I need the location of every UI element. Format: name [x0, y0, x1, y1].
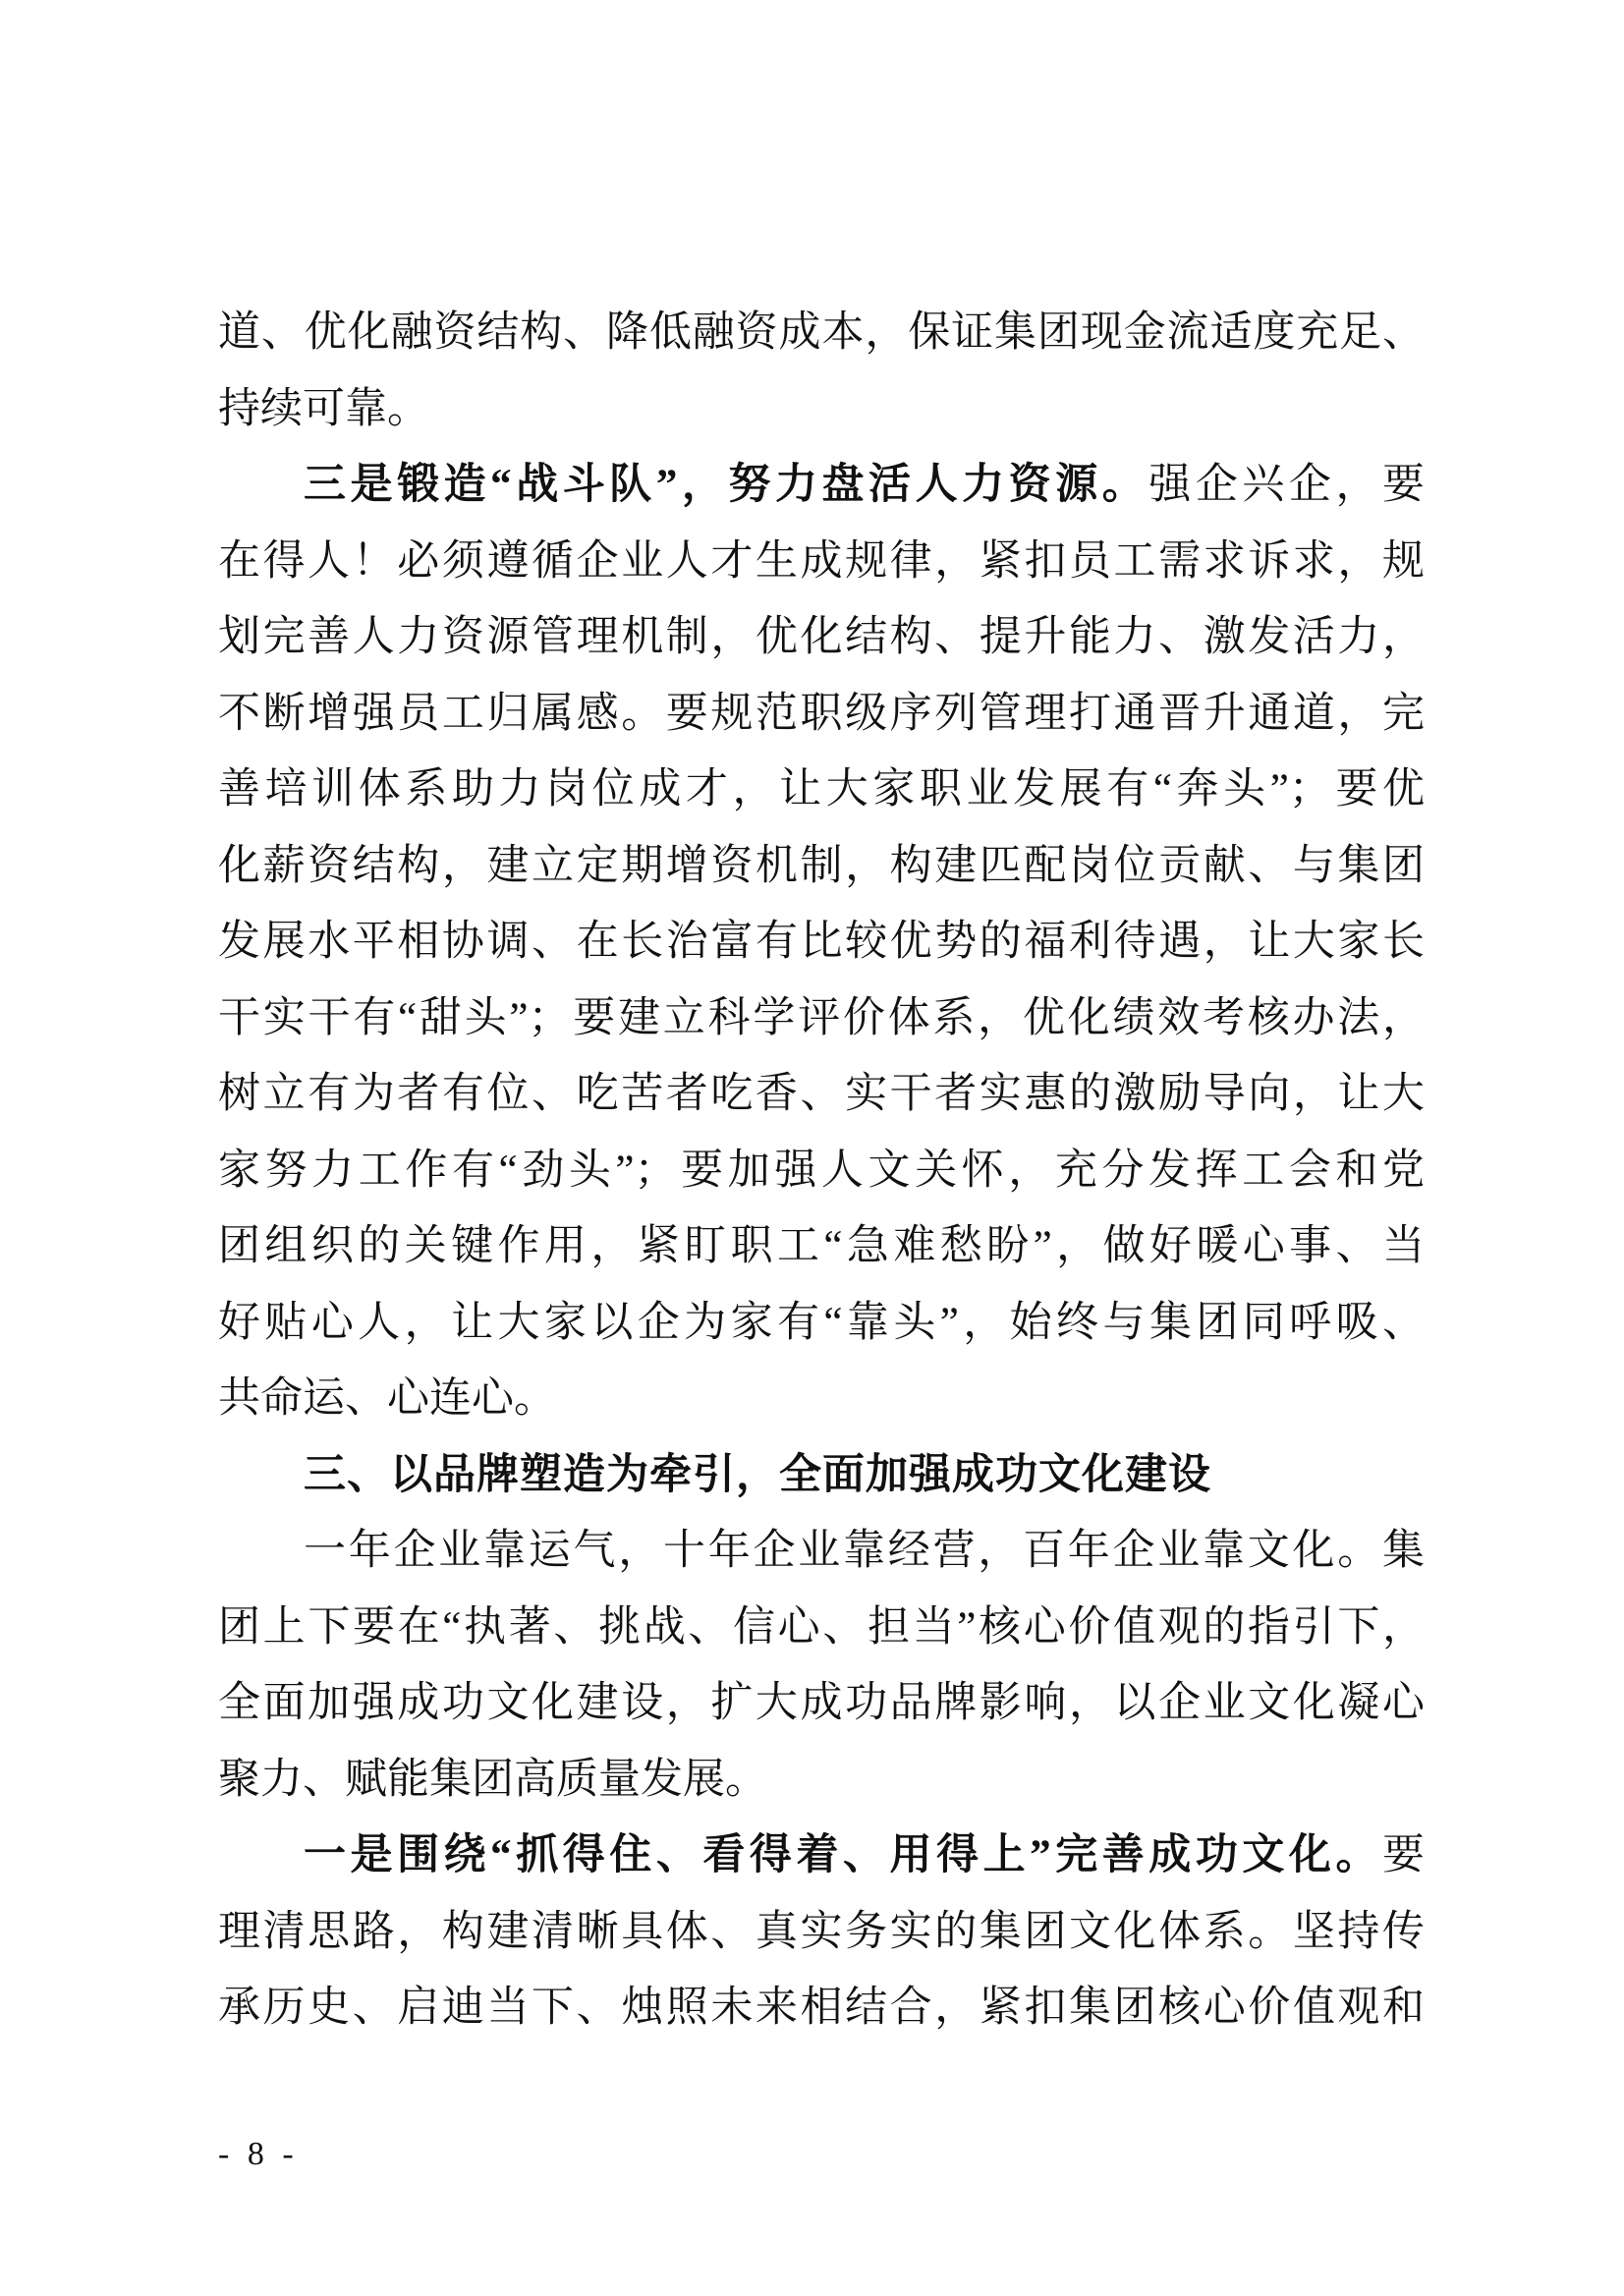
text-segment: 一年企业靠运气，十年企业靠经营，百年企业靠文化。集 — [304, 1528, 1425, 1574]
text-segment: 团上下要在“执著、挑战、信心、担当”核心价值观的指引下， — [218, 1603, 1425, 1651]
text-segment: 强企兴企，要 — [1148, 462, 1426, 508]
page-number: - 8 - — [218, 2136, 299, 2172]
text-segment: 持续可靠。 — [218, 385, 429, 432]
text-segment: 划完善人力资源管理机制，优化结构、提升能力、激发活力， — [218, 614, 1425, 660]
text-segment: 道、优化融资结构、降低融资成本，保证集团现金流适度充足、 — [218, 309, 1425, 356]
text-line — [218, 1437, 1425, 1514]
text-line — [218, 676, 1425, 753]
text-line — [218, 1208, 1425, 1285]
text-line — [218, 752, 1425, 828]
text-segment: 全面加强成功文化建设，扩大成功品牌影响，以企业文化凝心 — [218, 1680, 1425, 1726]
text-line — [218, 524, 1425, 600]
text-line — [218, 904, 1425, 980]
text-line — [218, 371, 1425, 448]
text-segment: 要 — [1382, 1832, 1425, 1878]
text-segment: 干实干有“甜头”；要建立科学评价体系，优化绩效考核办法， — [218, 994, 1425, 1041]
text-line — [218, 1665, 1425, 1742]
text-segment: 团组织的关键作用，紧盯职工“急难愁盼”，做好暖心事、当 — [218, 1223, 1425, 1269]
text-line — [218, 1513, 1425, 1590]
text-line — [218, 447, 1425, 524]
text-segment: 承历史、启迪当下、烛照未来相结合，紧扣集团核心价值观和 — [218, 1985, 1425, 2031]
text-segment: 聚力、赋能集团高质量发展。 — [218, 1756, 767, 1803]
text-segment: 发展水平相协调、在长治富有比较优势的福利待遇，让大家长 — [218, 919, 1425, 965]
text-segment: 不断增强员工归属感。要规范职级序列管理打通晋升通道，完 — [218, 690, 1425, 737]
text-line — [218, 1361, 1425, 1437]
text-segment: 在得人！必须遵循企业人才生成规律，紧扣员工需求诉求，规 — [218, 537, 1425, 585]
text-line — [218, 1590, 1425, 1666]
text-line — [218, 1742, 1425, 1819]
text-line — [218, 1818, 1425, 1894]
text-segment: 一是围绕“抓得住、看得着、用得上”完善成功文化。 — [304, 1832, 1382, 1878]
text-segment: 树立有为者有位、吃苦者吃香、实干者实惠的激励导向，让大 — [218, 1071, 1425, 1117]
text-segment: 家努力工作有“劲头”；要加强人文关怀，充分发挥工会和党 — [218, 1147, 1425, 1194]
text-line — [218, 1133, 1425, 1209]
text-line — [218, 295, 1425, 371]
text-line — [218, 1285, 1425, 1362]
text-line — [218, 828, 1425, 905]
text-segment: 化薪资结构，建立定期增资机制，构建匹配岗位贡献、与集团 — [218, 842, 1425, 889]
text-line — [218, 1056, 1425, 1133]
text-segment: 共命运、心连心。 — [218, 1375, 556, 1422]
text-line — [218, 599, 1425, 676]
text-line — [218, 1970, 1425, 2046]
text-line — [218, 1894, 1425, 1971]
section-heading: 三、以品牌塑造为牵引，全面加强成功文化建设 — [304, 1450, 1211, 1498]
text-segment: 理清思路，构建清晰具体、真实务实的集团文化体系。坚持传 — [218, 1908, 1425, 1955]
text-segment: 好贴心人，让大家以企为家有“靠头”，始终与集团同呼吸、 — [218, 1299, 1425, 1346]
text-segment: 三是锻造“战斗队”，努力盘活人力资源。 — [304, 462, 1149, 508]
text-segment: 善培训体系助力岗位成才，让大家职业发展有“奔头”；要优 — [218, 766, 1425, 812]
document-body-text — [218, 295, 1425, 2046]
text-line — [218, 980, 1425, 1057]
